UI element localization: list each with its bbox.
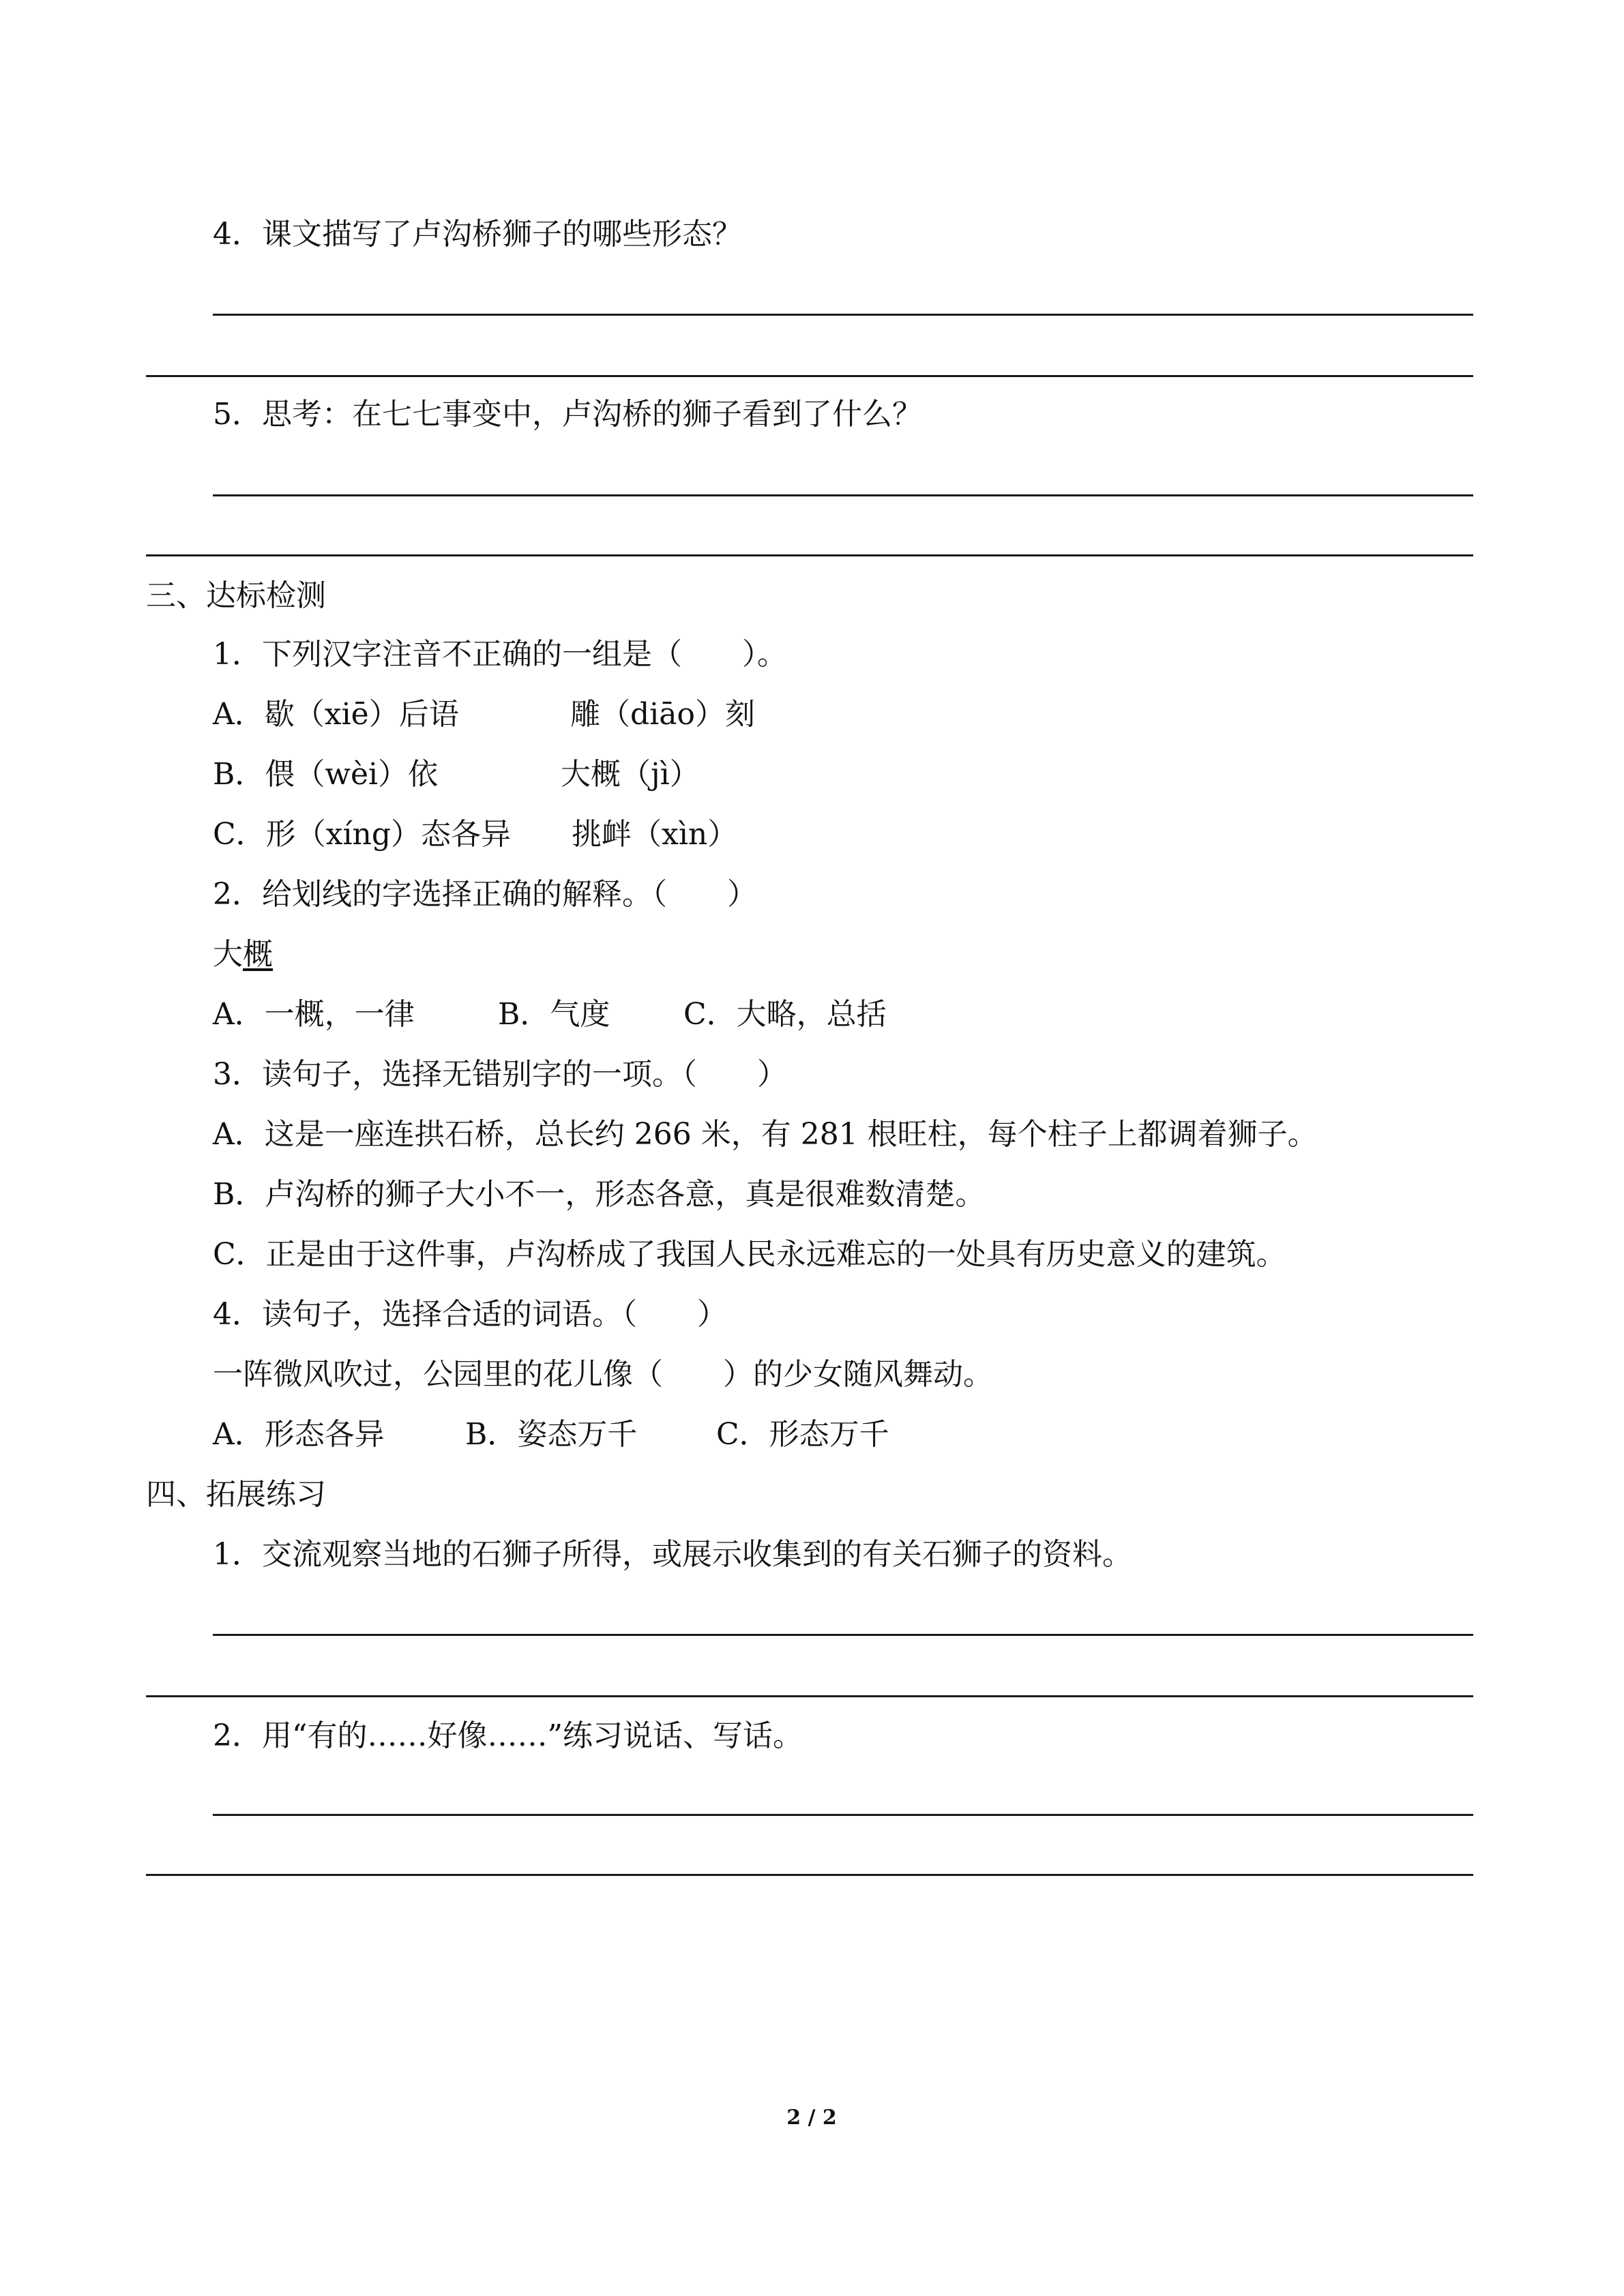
answer-line [146,554,1473,556]
word-underlined: 概 [243,937,273,972]
question-3-4-stem: 4．读句子，选择合适的词语。（ ） [213,1297,727,1332]
question-3-2-stem: 2．给划线的字选择正确的解释。（ ） [213,877,757,912]
question-3-2-option-b: B．气度 [498,997,610,1032]
question-3-4-sentence: 一阵微风吹过，公园里的花儿像（ ）的少女随风舞动。 [213,1357,993,1392]
question-3-1-option-a-left: A．歇（xiē）后语 [213,697,459,732]
question-3-1-stem: 1．下列汉字注音不正确的一组是（ ）。 [213,637,787,672]
answer-line [213,314,1473,316]
question-3-3-option-b: B．卢沟桥的狮子大小不一，形态各意，真是很难数清楚。 [213,1177,986,1212]
question-3-4-option-a: A．形态各异 [213,1417,385,1452]
answer-line [146,1695,1473,1697]
question-3-2-option-a: A．一概，一律 [213,997,415,1032]
question-3-1-option-b-right: 大概（jì） [561,757,700,792]
section-4-heading: 四、拓展练习 [146,1477,326,1512]
question-3-1-option-b-left: B．偎（wèi）依 [213,757,439,792]
question-4-1: 1．交流观察当地的石狮子所得，或展示收集到的有关石狮子的资料。 [213,1537,1132,1572]
question-3-1-option-c-left: C．形（xíng）态各异 [213,817,512,852]
question-3-2-word [213,936,273,974]
question-2-4: 4．课文描写了卢沟桥狮子的哪些形态？ [213,217,742,252]
answer-line [213,1814,1473,1816]
answer-line [146,375,1473,377]
answer-line [213,1634,1473,1636]
question-3-3-stem: 3．读句子，选择无错别字的一项。（ ） [213,1057,787,1092]
answer-line [213,494,1473,496]
question-3-1-option-c-right: 挑衅（xìn） [572,817,738,852]
question-4-2: 2．用“有的……好像……”练习说话、写话。 [213,1718,803,1753]
question-3-3-option-c: C．正是由于这件事，卢沟桥成了我国人民永远难忘的一处具有历史意义的建筑。 [213,1237,1286,1272]
page-number: 2 / 2 [786,2106,837,2130]
question-3-4-option-b: B．姿态万千 [465,1417,638,1452]
question-2-5: 5．思考：在七七事变中，卢沟桥的狮子看到了什么？ [213,397,922,432]
question-3-2-option-c: C．大略，总括 [683,997,887,1032]
word-plain: 大 [213,937,243,972]
question-3-3-option-a: A．这是一座连拱石桥，总长约 266 米，有 281 根旺柱，每个柱子上都调着狮子。 [213,1117,1318,1152]
question-3-1-option-a-right: 雕（diāo）刻 [570,697,755,732]
answer-line [146,1874,1473,1876]
question-3-4-option-c: C．形态万千 [716,1417,889,1452]
section-3-heading: 三、达标检测 [146,578,326,613]
